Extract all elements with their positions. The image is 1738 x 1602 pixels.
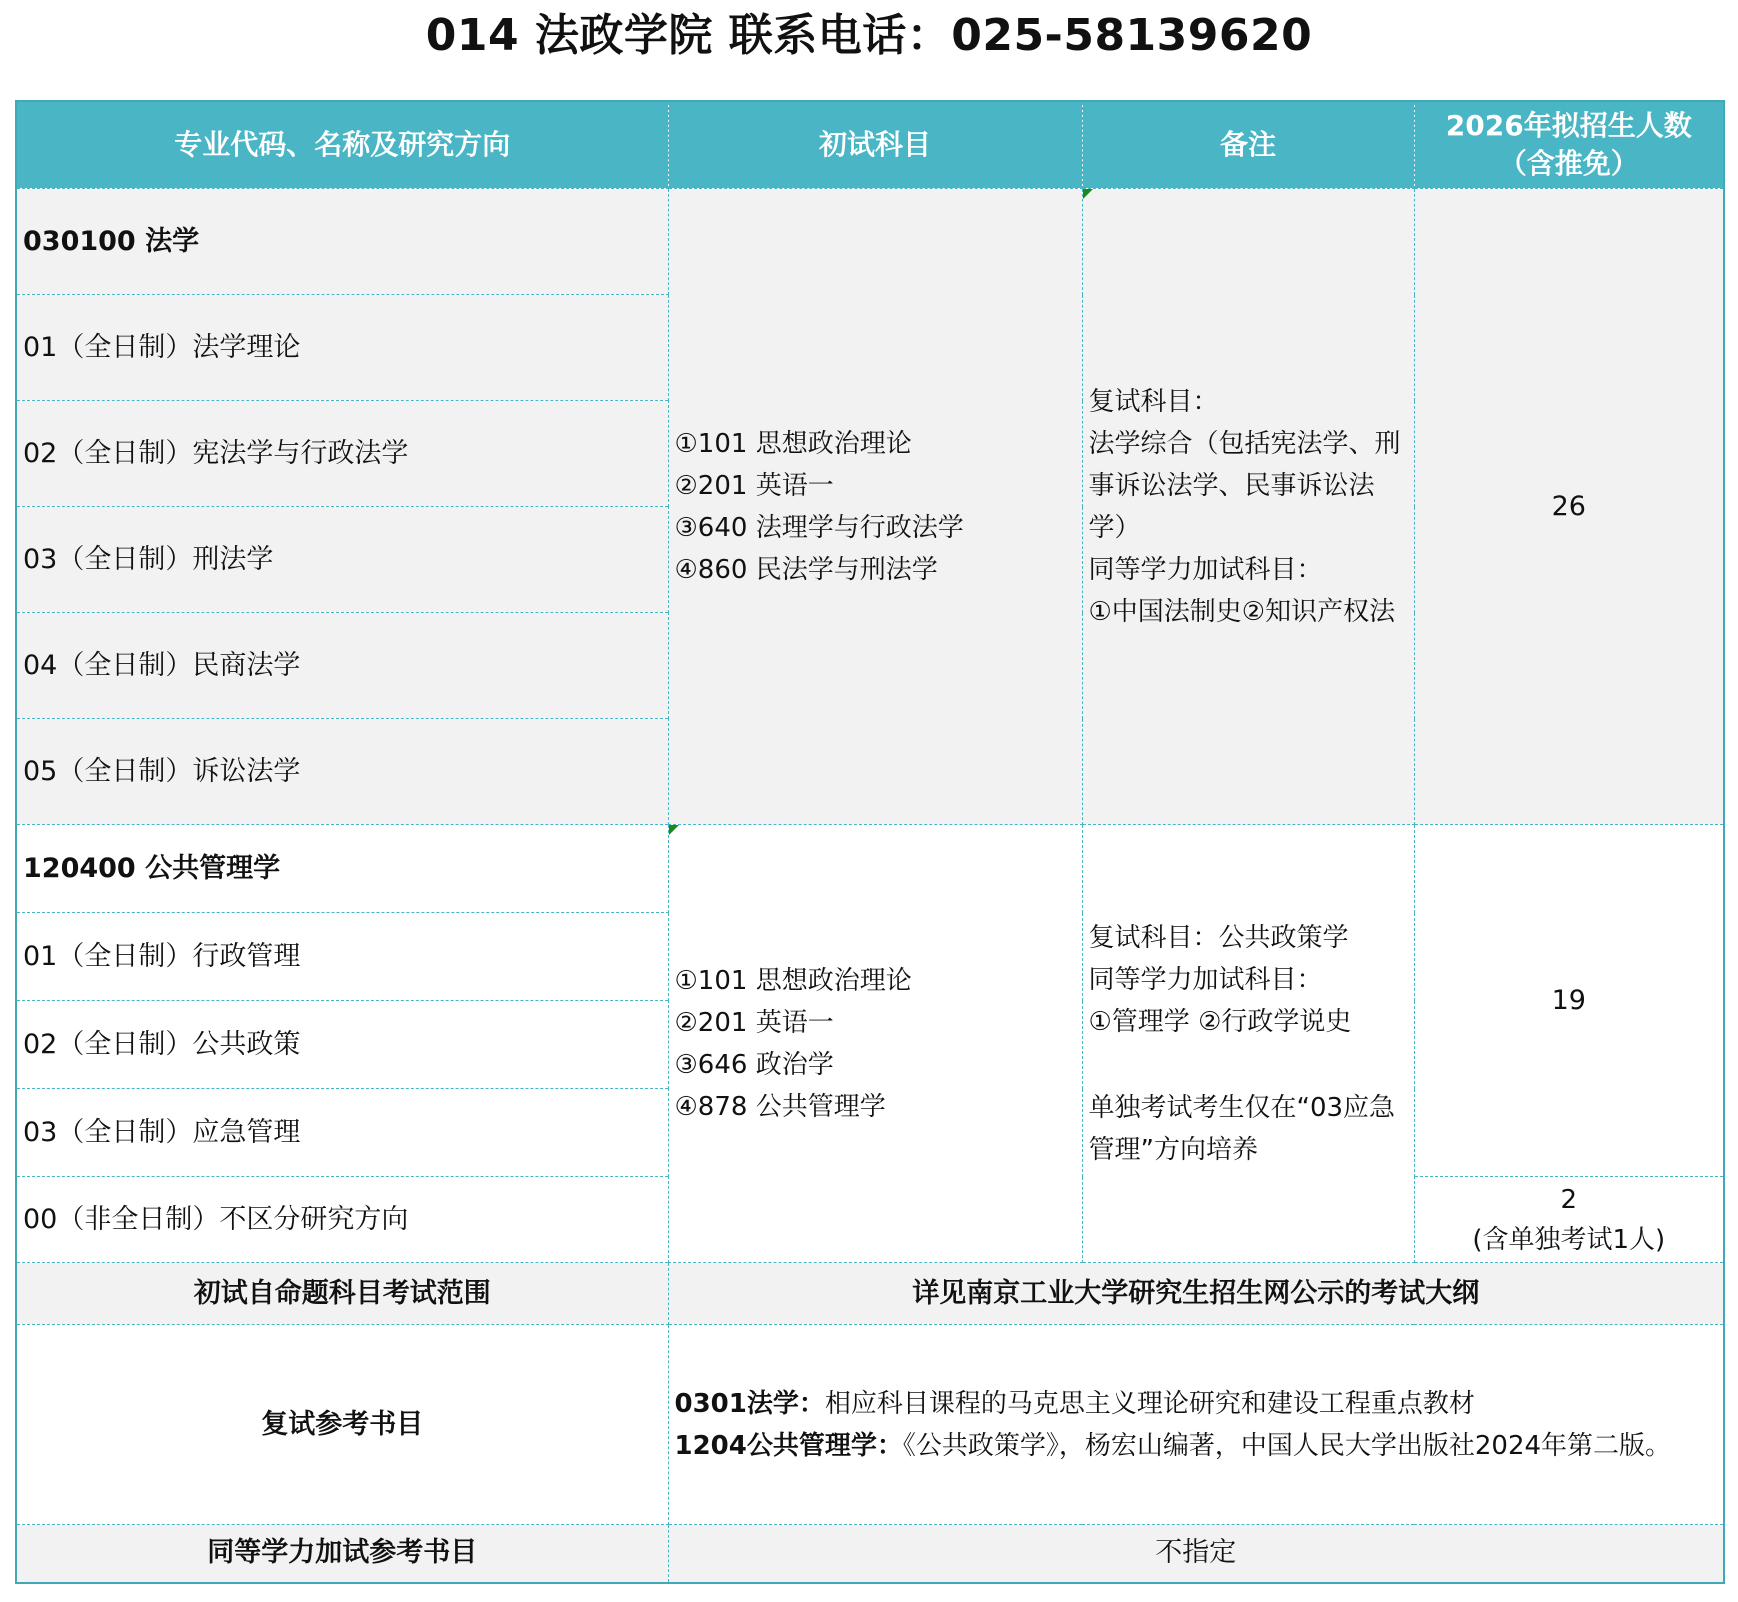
table-row (16, 825, 1724, 913)
major-name: 120400 公共管理学 (16, 825, 668, 913)
direction-item: 00（非全日制）不区分研究方向 (16, 1177, 668, 1263)
note-line: 学） (1088, 512, 1141, 543)
retest-books (668, 1325, 1724, 1525)
table-row (16, 189, 1724, 295)
equiv-label: 同等学力加试参考书目 (16, 1525, 668, 1583)
header-notes: 备注 (1082, 101, 1414, 189)
retest-pa-key: 1204公共管理学： (674, 1430, 903, 1461)
subject-item: ②201 英语一 (674, 1007, 834, 1038)
direction-item: 04（全日制）民商法学 (16, 613, 668, 719)
direction-item: 03（全日制）刑法学 (16, 507, 668, 613)
scope-label: 初试自命题科目考试范围 (16, 1263, 668, 1325)
equiv-value: 不指定 (668, 1525, 1724, 1583)
retest-pa-line (675, 1425, 1718, 1467)
direction-item: 02（全日制）公共政策 (16, 1001, 668, 1089)
direction-item: 01（全日制）法学理论 (16, 295, 668, 401)
note-line: 法学综合（包括宪法学、刑 (1088, 428, 1401, 459)
subject-item: ②201 英语一 (674, 470, 834, 501)
quota-value: 19 (1414, 825, 1724, 1177)
header-major: 专业代码、名称及研究方向 (16, 101, 668, 189)
note-line: ①管理学 ②行政学说史 (1088, 1006, 1352, 1037)
retest-pa-value: 《公共政策学》，杨宏山编著，中国人民大学出版社2024年第二版。 (902, 1430, 1672, 1461)
direction-item: 02（全日制）宪法学与行政法学 (16, 401, 668, 507)
note-line: 管理”方向培养 (1088, 1134, 1258, 1165)
subject-item: ③646 政治学 (674, 1049, 834, 1080)
retest-law-value: 相应科目课程的马克思主义理论研究和建设工程重点教材 (824, 1388, 1475, 1419)
note-line: 同等学力加试科目： (1088, 964, 1323, 995)
exam-subjects (668, 825, 1082, 1263)
retest-law-line (675, 1383, 1718, 1425)
note-line: 复试科目： (1088, 386, 1219, 417)
quota-parttime-note: (含单独考试1人) (1472, 1224, 1666, 1255)
table-row (16, 1525, 1724, 1583)
retest-label: 复试参考书目 (16, 1325, 668, 1525)
header-quota-line1: 2026年拟招生人数 (1445, 109, 1692, 142)
subject-item: ④860 民法学与刑法学 (674, 554, 938, 585)
major-name: 030100 法学 (16, 189, 668, 295)
quota-parttime-value: 2 (1560, 1184, 1578, 1215)
page-title: 014 法政学院 联系电话：025-58139620 (425, 10, 1313, 61)
notes-cell (1082, 189, 1414, 825)
note-line: 复试科目：公共政策学 (1088, 922, 1349, 953)
quota-parttime (1414, 1177, 1724, 1263)
notes-cell (1082, 825, 1414, 1263)
scope-value: 详见南京工业大学研究生招生网公示的考试大纲 (668, 1263, 1724, 1325)
enrollment-table (15, 100, 1725, 1584)
note-line: 同等学力加试科目： (1088, 554, 1323, 585)
table-header-row (16, 101, 1724, 189)
subject-item: ④878 公共管理学 (674, 1091, 886, 1122)
note-line: ①中国法制史②知识产权法 (1088, 596, 1396, 627)
note-line: 事诉讼法学、民事诉讼法 (1088, 470, 1375, 501)
exam-subjects (668, 189, 1082, 825)
quota-value: 26 (1414, 189, 1724, 825)
header-quota-line2: （含推免） (1498, 147, 1639, 180)
direction-item: 01（全日制）行政管理 (16, 913, 668, 1001)
note-line (1089, 1043, 1408, 1087)
direction-item: 03（全日制）应急管理 (16, 1089, 668, 1177)
direction-item: 05（全日制）诉讼法学 (16, 719, 668, 825)
subject-item: ①101 思想政治理论 (674, 965, 912, 996)
subject-item: ③640 法理学与行政法学 (674, 512, 964, 543)
subject-item: ①101 思想政治理论 (674, 428, 912, 459)
retest-law-key: 0301法学： (674, 1388, 825, 1419)
header-subjects: 初试科目 (668, 101, 1082, 189)
header-quota (1414, 101, 1724, 189)
note-line: 单独考试考生仅在“03应急 (1088, 1092, 1396, 1123)
table-row (16, 1263, 1724, 1325)
table-row (16, 1325, 1724, 1525)
